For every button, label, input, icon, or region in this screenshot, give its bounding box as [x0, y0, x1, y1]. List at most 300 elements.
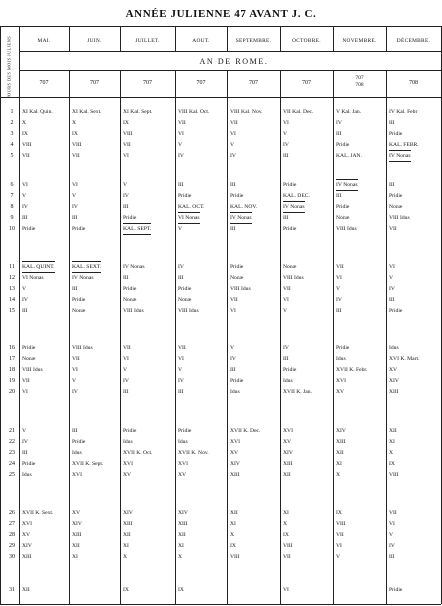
- date-cell: IX: [123, 587, 129, 593]
- date-cell: XI Kal. Sext.: [72, 109, 102, 115]
- date-cell: VIII Kal. Oct.: [178, 109, 210, 115]
- date-cell: VII: [389, 226, 397, 232]
- date-cell: XI: [72, 554, 78, 560]
- day-number: 27: [9, 521, 15, 527]
- left-border: [0, 26, 1, 604]
- date-cell: XV: [72, 510, 81, 516]
- column-divider-lower: [120, 70, 121, 604]
- date-cell: IV: [336, 120, 342, 126]
- date-cell: XI: [230, 521, 236, 527]
- date-cell: VI: [283, 120, 289, 126]
- date-cell: XIII: [389, 389, 399, 395]
- subtitle-rule: [19, 70, 441, 71]
- date-cell: Idus: [389, 345, 399, 351]
- date-cell: V: [22, 193, 27, 199]
- day-number: 30: [9, 554, 15, 560]
- column-divider-lower: [280, 70, 281, 604]
- date-cell: XIV: [123, 510, 133, 516]
- date-cell: III: [22, 308, 28, 314]
- date-cell: VII: [123, 142, 131, 148]
- date-cell: III: [22, 215, 28, 221]
- date-cell: V: [123, 367, 128, 373]
- date-cell: Pridie: [389, 587, 403, 593]
- month-header: MAI.: [37, 38, 51, 44]
- date-cell: Pridie: [178, 286, 192, 292]
- date-cell: X: [389, 450, 394, 456]
- date-cell: VII: [283, 286, 291, 292]
- day-number: 7: [10, 193, 14, 199]
- date-cell: III: [283, 215, 289, 221]
- date-cell: Pridie: [22, 345, 36, 351]
- date-cell: XVI: [336, 378, 346, 384]
- date-cell: XI Kal. Sept.: [123, 109, 153, 115]
- date-cell: Pridie: [336, 204, 350, 210]
- date-cell: Pridie: [230, 264, 244, 270]
- date-cell: X: [72, 120, 77, 126]
- subtitle: AN DE ROME.: [199, 57, 269, 66]
- date-cell: VIII Idus: [389, 215, 410, 221]
- date-cell: IV: [283, 345, 289, 351]
- date-cell: Pridie: [123, 286, 137, 292]
- date-cell: V: [22, 428, 27, 434]
- date-cell: IV Nonas: [389, 153, 411, 162]
- day-number: 20: [9, 389, 15, 395]
- date-cell: IV: [389, 543, 395, 549]
- date-cell: V: [230, 345, 235, 351]
- date-cell: X: [178, 554, 183, 560]
- date-cell: X: [22, 120, 27, 126]
- date-cell: V: [230, 142, 235, 148]
- date-cell: IV: [178, 378, 184, 384]
- date-cell: Pridie: [72, 439, 86, 445]
- date-cell: XVI: [72, 472, 82, 478]
- bottom-rule: [0, 604, 441, 605]
- date-cell: X: [230, 532, 235, 538]
- date-cell: XI: [123, 543, 129, 549]
- date-cell: XIV: [283, 450, 293, 456]
- date-cell: IV: [283, 142, 289, 148]
- date-cell: VII: [336, 532, 344, 538]
- date-cell: IV: [22, 204, 28, 210]
- date-cell: IV Nonas: [123, 264, 145, 270]
- date-cell: XVI: [178, 461, 188, 467]
- date-cell: Pridie: [178, 193, 192, 199]
- column-divider-lower: [175, 70, 176, 604]
- date-cell: IX: [336, 510, 342, 516]
- column-divider-lower: [227, 70, 228, 604]
- date-cell: Pridie: [72, 297, 86, 303]
- date-cell: IV: [336, 297, 342, 303]
- date-cell: VIII: [389, 472, 399, 478]
- date-cell: IV: [230, 153, 236, 159]
- date-cell: KAL. SEPT.: [123, 226, 151, 235]
- date-cell: X: [123, 554, 128, 560]
- date-cell: Pridie: [389, 193, 403, 199]
- date-cell: VII: [178, 120, 186, 126]
- vertical-header-text: JOURS DES MOIS JULIENS: [6, 35, 12, 99]
- date-cell: V: [283, 308, 288, 314]
- year-label: 708: [409, 80, 418, 86]
- page-title: ANNÉE JULIENNE 47 AVANT J. C.: [125, 8, 317, 20]
- date-cell: VI: [178, 356, 184, 362]
- date-cell: Idus: [178, 439, 188, 445]
- date-cell: XIII: [336, 439, 346, 445]
- date-cell: VIII Idus: [336, 226, 357, 232]
- year-label: 707: [196, 80, 206, 86]
- date-cell: XVII K. Febr.: [336, 367, 368, 373]
- date-cell: Nonæ: [123, 297, 137, 303]
- date-cell: V: [336, 286, 341, 292]
- date-cell: III: [123, 389, 129, 395]
- date-cell: Pridie: [336, 345, 350, 351]
- date-cell: X: [336, 472, 341, 478]
- date-cell: XVII K. Sept.: [72, 461, 104, 467]
- date-cell: Nonæ: [72, 308, 86, 314]
- date-cell: XII: [72, 543, 80, 549]
- date-cell: III: [336, 193, 342, 199]
- date-cell: III: [178, 389, 184, 395]
- date-cell: IV: [22, 297, 28, 303]
- date-cell: Nonæ: [230, 275, 244, 281]
- date-cell: VII: [230, 297, 238, 303]
- day-number: 9: [10, 215, 14, 221]
- date-cell: III: [123, 275, 129, 281]
- month-header: NOVEMBRE.: [342, 38, 377, 44]
- date-cell: KAL. JAN.: [336, 153, 362, 159]
- column-divider-lower: [333, 70, 334, 604]
- day-number: 28: [9, 532, 15, 538]
- year-label: 707: [90, 80, 99, 86]
- date-cell: KAL. NOV.: [230, 204, 258, 210]
- date-cell: XI: [283, 510, 289, 516]
- date-cell: KAL. SEXT.: [72, 264, 101, 273]
- date-cell: Pridie: [178, 428, 192, 434]
- date-cell: VIII Idus: [22, 367, 43, 373]
- date-cell: XVII K. Dec.: [230, 428, 261, 434]
- date-cell: XIV: [72, 521, 82, 527]
- date-cell: III: [389, 554, 395, 560]
- date-cell: V: [22, 286, 27, 292]
- date-cell: VIII Idus: [178, 308, 199, 314]
- date-cell: XI Kal. Quin.: [22, 109, 53, 115]
- date-cell: XIII: [123, 521, 133, 527]
- date-cell: Pridie: [22, 461, 36, 467]
- date-cell: VI: [389, 521, 395, 527]
- date-cell: IX: [123, 120, 129, 126]
- date-cell: KAL. OCT.: [178, 204, 205, 210]
- date-cell: IX: [178, 587, 184, 593]
- day-number: 21: [9, 428, 15, 434]
- date-cell: VII: [22, 378, 30, 384]
- date-cell: Idus: [72, 450, 82, 456]
- month-header: OCTOBRE.: [292, 38, 321, 44]
- date-cell: III: [336, 131, 342, 137]
- date-cell: XVII K. Sext.: [22, 510, 54, 516]
- date-cell: VIII: [336, 521, 346, 527]
- column-divider-lower: [386, 70, 387, 604]
- date-cell: III: [72, 286, 78, 292]
- date-cell: XIII: [178, 521, 188, 527]
- day-number: 31: [9, 587, 15, 593]
- date-cell: XII: [123, 532, 131, 538]
- vertical-column-header: [2, 12, 16, 122]
- year-label: 707: [249, 80, 258, 86]
- date-cell: III: [72, 215, 78, 221]
- date-cell: XV: [389, 367, 398, 373]
- date-cell: XV: [336, 389, 345, 395]
- date-cell: XV: [178, 472, 187, 478]
- date-cell: IV: [72, 389, 78, 395]
- date-cell: III: [389, 297, 395, 303]
- date-cell: XIII: [230, 472, 240, 478]
- date-cell: V: [389, 532, 394, 538]
- date-cell: XII: [283, 472, 291, 478]
- year-label: 707: [302, 80, 311, 86]
- year-label: 708: [355, 82, 364, 88]
- date-cell: III: [230, 367, 236, 373]
- date-cell: III: [123, 204, 129, 210]
- day-number: 17: [9, 356, 15, 362]
- date-cell: VI: [283, 587, 289, 593]
- date-cell: V: [178, 142, 183, 148]
- date-cell: IX: [72, 131, 78, 137]
- day-number: 13: [9, 286, 15, 292]
- day-number: 5: [10, 153, 14, 159]
- date-cell: Nonæ: [178, 297, 192, 303]
- date-cell: V: [123, 182, 128, 188]
- date-cell: XIV: [178, 510, 188, 516]
- date-cell: Pridie: [336, 142, 350, 148]
- date-cell: VI: [389, 264, 395, 270]
- date-cell: XII: [178, 532, 186, 538]
- day-number: 2: [10, 120, 14, 126]
- date-cell: V: [389, 275, 394, 281]
- date-cell: V: [178, 226, 183, 232]
- date-cell: V: [72, 193, 77, 199]
- year-label: 707: [355, 75, 364, 81]
- date-cell: VI: [178, 131, 184, 137]
- day-number: 26: [9, 510, 15, 516]
- day-number: 19: [9, 378, 15, 384]
- date-cell: VII: [72, 153, 80, 159]
- month-header: SEPTEMBRE.: [235, 38, 272, 44]
- date-cell: III: [22, 450, 28, 456]
- date-cell: VI: [22, 182, 28, 188]
- date-cell: Nonæ: [389, 204, 403, 210]
- date-cell: V: [72, 378, 77, 384]
- date-cell: Pridie: [72, 226, 86, 232]
- date-cell: VIII: [283, 543, 293, 549]
- date-cell: V: [178, 367, 183, 373]
- day-number: 1: [10, 109, 14, 115]
- date-cell: III: [178, 182, 184, 188]
- day-number: 10: [9, 226, 15, 232]
- day-number: 12: [9, 275, 15, 281]
- day-number: 23: [9, 450, 15, 456]
- date-cell: XI: [178, 543, 184, 549]
- date-cell: Idus: [230, 389, 240, 395]
- date-cell: VI: [72, 367, 78, 373]
- date-cell: XIV: [230, 461, 240, 467]
- day-number: 6: [10, 182, 14, 188]
- date-cell: VI Nonas: [178, 215, 200, 224]
- date-cell: IV: [389, 286, 395, 292]
- date-cell: XII: [336, 450, 344, 456]
- date-cell: IV: [178, 264, 184, 270]
- date-cell: XI: [389, 439, 395, 445]
- column-divider-lower: [69, 70, 70, 604]
- date-cell: VII Kal. Dec.: [283, 109, 314, 115]
- date-cell: Idus: [22, 472, 32, 478]
- date-cell: VI Nonas: [22, 275, 44, 281]
- date-cell: Idus: [283, 378, 293, 384]
- date-cell: VIII Idus: [283, 275, 304, 281]
- date-cell: XVI: [123, 461, 133, 467]
- date-cell: VI: [230, 308, 236, 314]
- date-cell: VIII: [123, 131, 133, 137]
- date-cell: VIII Idus: [72, 345, 93, 351]
- date-cell: VIII: [230, 554, 240, 560]
- date-cell: XVII K. Jan.: [283, 389, 312, 395]
- date-cell: KAL. QUINT.: [22, 264, 55, 273]
- day-number: 4: [10, 142, 14, 148]
- day-number: 8: [10, 204, 14, 210]
- date-cell: Pridie: [22, 226, 36, 232]
- date-cell: VIII: [72, 142, 82, 148]
- date-cell: XVI: [230, 439, 240, 445]
- date-cell: IV Nonas: [230, 215, 252, 224]
- date-cell: IV Nonas: [283, 204, 305, 213]
- date-cell: V Kal. Jan.: [336, 109, 362, 115]
- date-cell: Pridie: [283, 226, 297, 232]
- column-divider: [19, 26, 20, 604]
- date-cell: KAL. FEBR.: [389, 142, 419, 148]
- day-number: 16: [9, 345, 15, 351]
- date-cell: VII: [283, 554, 291, 560]
- date-cell: IX: [389, 461, 395, 467]
- date-cell: Pridie: [283, 367, 297, 373]
- date-cell: Idus: [336, 356, 346, 362]
- date-cell: VIII Idus: [123, 308, 144, 314]
- date-cell: VII: [389, 510, 397, 516]
- day-number: 22: [9, 439, 15, 445]
- top-rule: [0, 26, 441, 27]
- date-cell: XII: [230, 510, 238, 516]
- date-cell: IV: [72, 204, 78, 210]
- date-cell: Idus: [123, 439, 133, 445]
- date-cell: XII: [389, 428, 397, 434]
- date-cell: XII: [22, 587, 30, 593]
- date-cell: III: [72, 428, 78, 434]
- year-stack-november: [333, 75, 386, 89]
- date-cell: III: [389, 120, 395, 126]
- date-cell: VI: [123, 356, 129, 362]
- date-cell: Nonæ: [283, 264, 297, 270]
- date-cell: IX: [230, 543, 236, 549]
- month-header: DÉCEMBRE.: [396, 38, 431, 44]
- date-cell: III: [283, 356, 289, 362]
- date-cell: Pridie: [123, 428, 137, 434]
- date-cell: XVI K. Mart.: [389, 356, 420, 362]
- date-cell: III: [389, 182, 395, 188]
- date-cell: V: [283, 131, 288, 137]
- year-label: 707: [143, 80, 152, 86]
- date-cell: XVI: [22, 521, 32, 527]
- date-cell: VII: [230, 120, 238, 126]
- date-cell: Pridie: [230, 378, 244, 384]
- date-cell: III: [178, 275, 184, 281]
- date-cell: XVII K. Oct.: [123, 450, 153, 456]
- date-cell: VII: [22, 153, 30, 159]
- date-cell: XV: [22, 532, 31, 538]
- date-cell: VII: [336, 264, 344, 270]
- day-number: 11: [9, 264, 15, 270]
- date-cell: IV: [123, 378, 129, 384]
- date-cell: IV Nonas: [336, 182, 358, 191]
- date-cell: Pridie: [389, 308, 403, 314]
- month-header: JUIN.: [87, 38, 102, 44]
- date-cell: VI: [72, 182, 78, 188]
- date-cell: VI: [230, 131, 236, 137]
- date-cell: VI: [336, 275, 342, 281]
- date-cell: IV Kal. Febr: [389, 109, 418, 115]
- date-cell: VIII Idus: [230, 286, 251, 292]
- day-number: 3: [10, 131, 14, 137]
- date-cell: X: [283, 521, 288, 527]
- date-cell: III: [230, 182, 236, 188]
- date-cell: VI: [283, 297, 289, 303]
- month-header: JUILLET.: [135, 38, 160, 44]
- date-cell: III: [336, 308, 342, 314]
- date-cell: XV: [283, 439, 292, 445]
- date-cell: VII: [72, 356, 80, 362]
- date-cell: Nonæ: [336, 215, 350, 221]
- date-cell: Pridie: [389, 131, 403, 137]
- date-cell: VI: [123, 153, 129, 159]
- date-cell: XVII K. Nov.: [178, 450, 209, 456]
- month-header: AOUT.: [192, 38, 210, 44]
- year-rule: [0, 97, 441, 98]
- date-cell: Pridie: [123, 215, 137, 221]
- date-cell: VI: [22, 389, 28, 395]
- day-number: 14: [9, 297, 15, 303]
- date-cell: KAL. DEC.: [283, 193, 310, 199]
- date-cell: III: [283, 153, 289, 159]
- day-number: 29: [9, 543, 15, 549]
- date-cell: XV: [230, 450, 239, 456]
- date-cell: IV: [178, 153, 184, 159]
- date-cell: XI: [336, 461, 342, 467]
- date-cell: XIII: [72, 532, 82, 538]
- date-cell: VII: [123, 345, 131, 351]
- date-cell: IV: [22, 439, 28, 445]
- date-cell: XIII: [22, 554, 32, 560]
- date-cell: Pridie: [283, 182, 297, 188]
- date-cell: XIV: [22, 543, 32, 549]
- date-cell: Nonæ: [22, 356, 36, 362]
- day-number: 24: [9, 461, 15, 467]
- date-cell: III: [230, 226, 236, 232]
- date-cell: IX: [283, 532, 289, 538]
- date-cell: XIV: [389, 378, 399, 384]
- day-number: 18: [9, 367, 15, 373]
- date-cell: XVI: [283, 428, 293, 434]
- day-number: 15: [9, 308, 15, 314]
- date-cell: XIII: [283, 461, 293, 467]
- date-cell: XV: [123, 472, 132, 478]
- date-cell: VIII Kal. Nov.: [230, 109, 263, 115]
- year-label: 707: [39, 80, 49, 86]
